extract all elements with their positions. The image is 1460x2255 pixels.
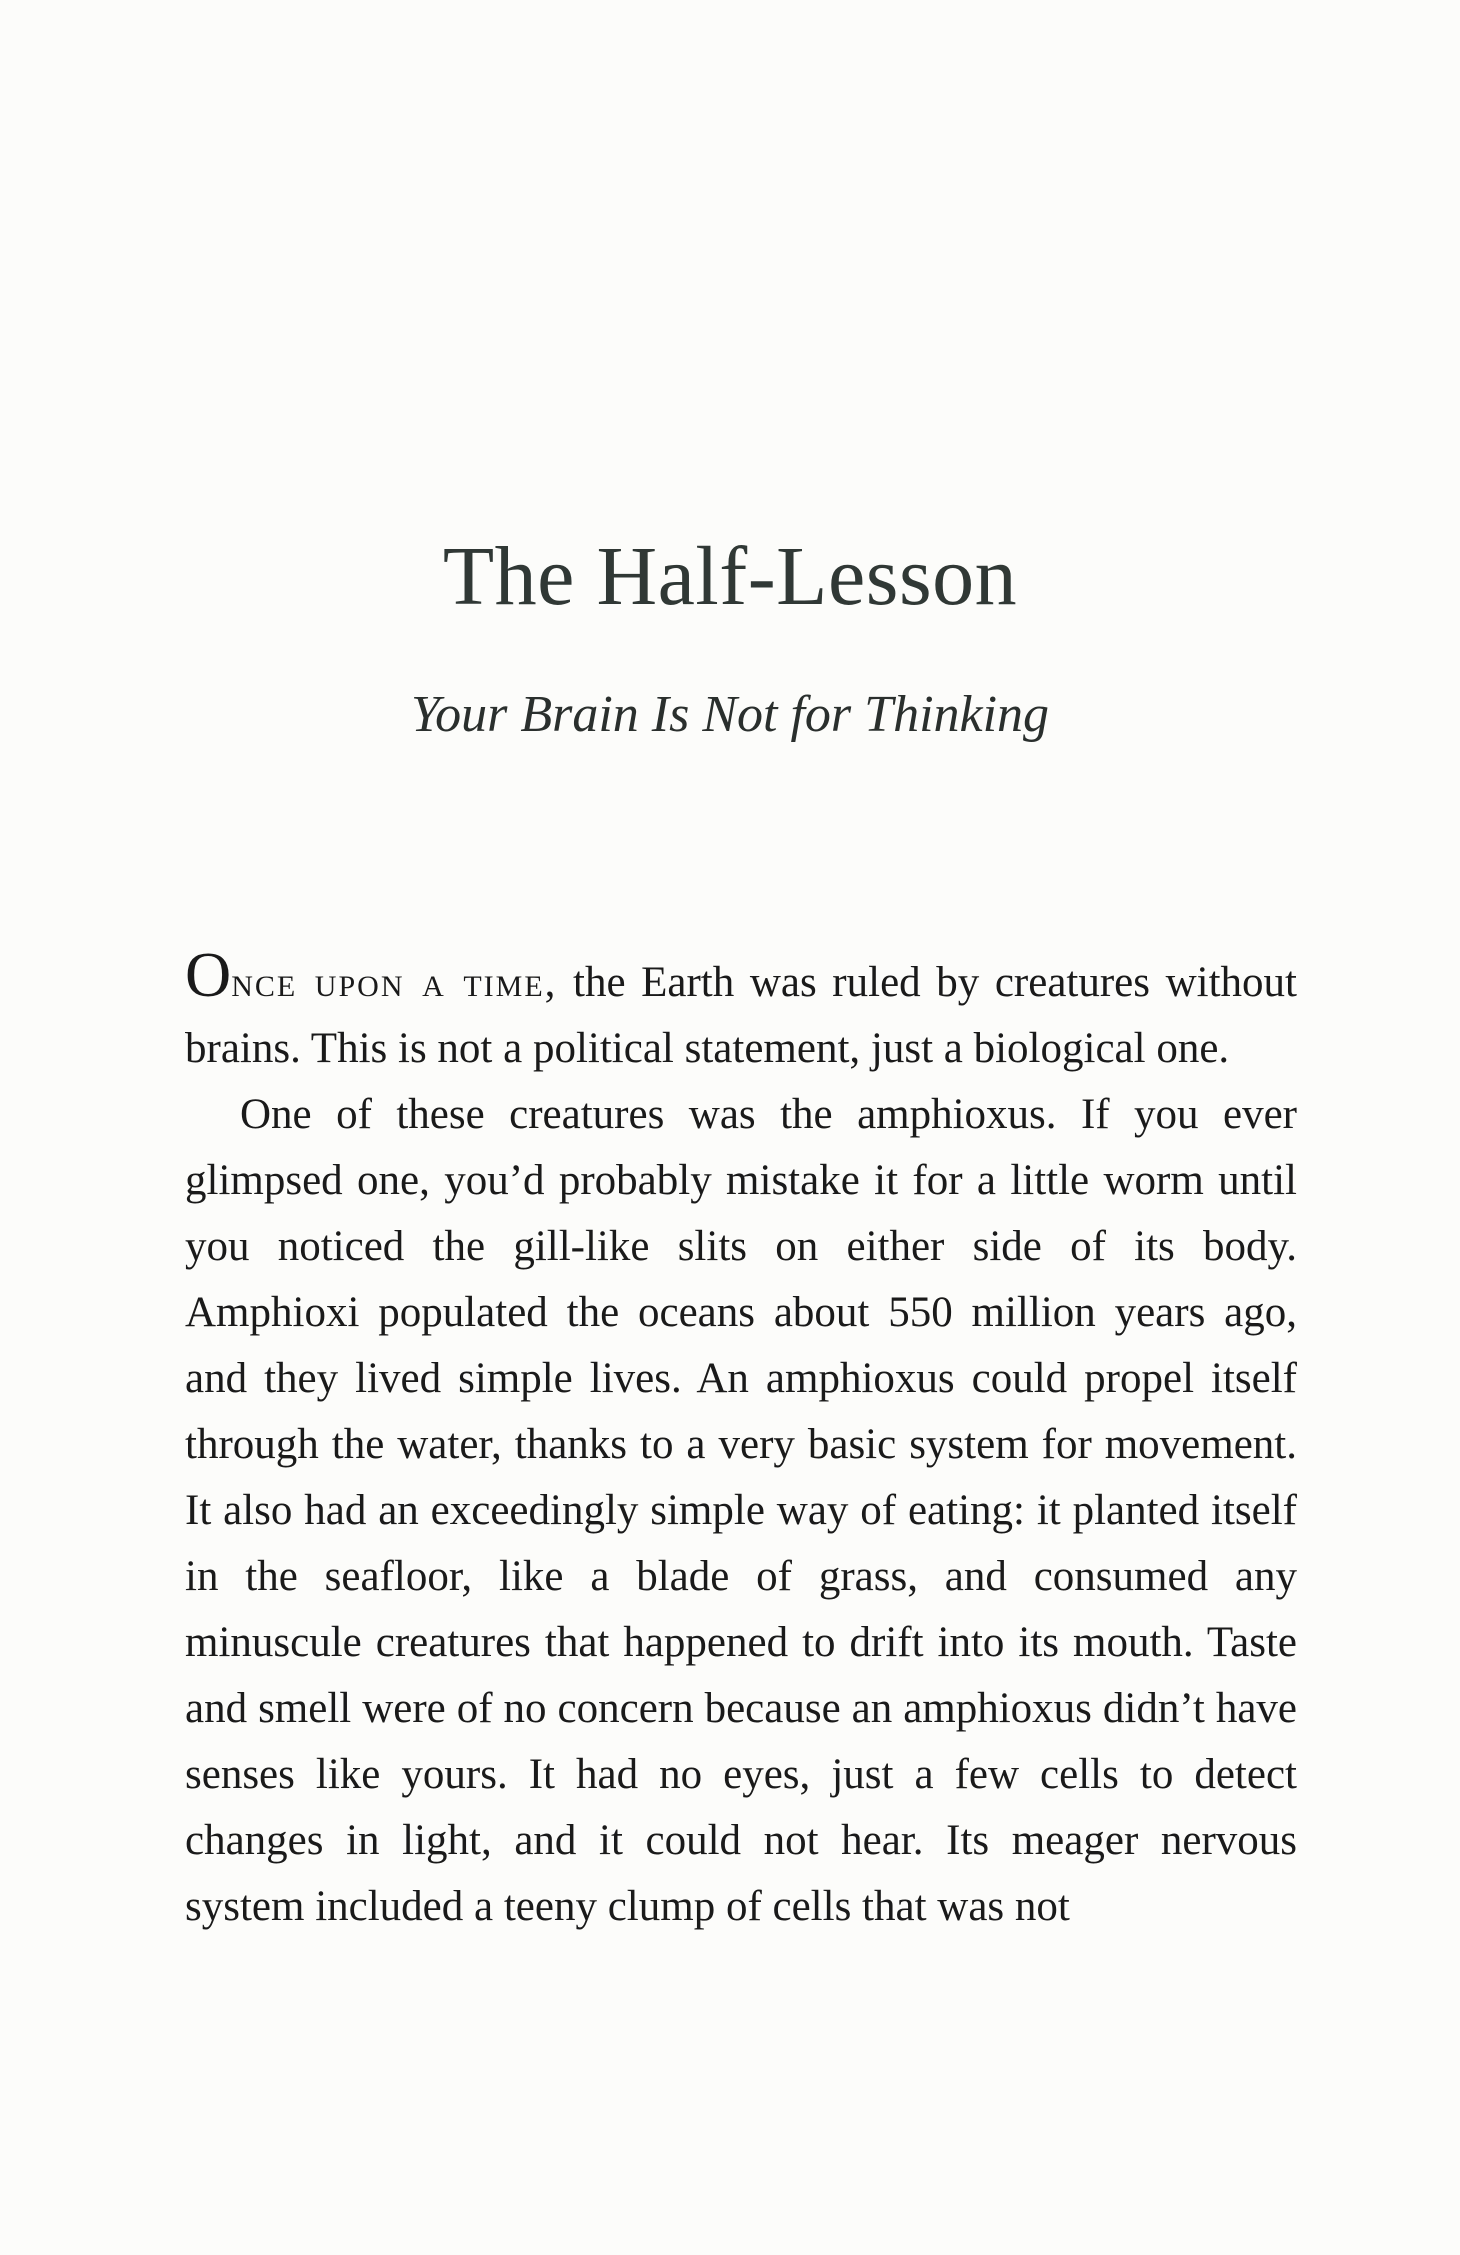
chapter-title: The Half-Lesson <box>442 530 1018 623</box>
chapter-subtitle: Your Brain Is Not for Thinking <box>410 686 1050 743</box>
paragraph-2: One of these creatures was the amphioxus. If you ever glimpsed one, you’d probably mistake it for a little worm until you noticed the gill-like slits on either side of its body. Amphioxi populated the oceans about 550 million years ago, and they lived simple lives. An amphioxus could propel itself through the water, thanks to a very basic system for movement. It also had an exceedingly simple way of eating: it planted itself in the seafloor, like a blade of grass, and consumed any minuscule creatures that happened to drift into its mouth. Taste and smell were of no concern because an amphioxus didn’t have senses like yours. It had no eyes, just a few cells to detect changes in light, and it could not hear. Its meager nervous system included a teeny clump of cells that was not <box>185 1091 1297 1930</box>
small-caps-opening: nce upon a time, <box>231 959 558 1006</box>
paragraph-1 <box>185 939 1297 1082</box>
drop-cap: O <box>185 939 232 1010</box>
body-text <box>185 939 1297 1940</box>
paragraph-1-text: the Earth was ruled by creatures without brains. This is not a political statement, just a biological one. <box>185 959 1297 1072</box>
